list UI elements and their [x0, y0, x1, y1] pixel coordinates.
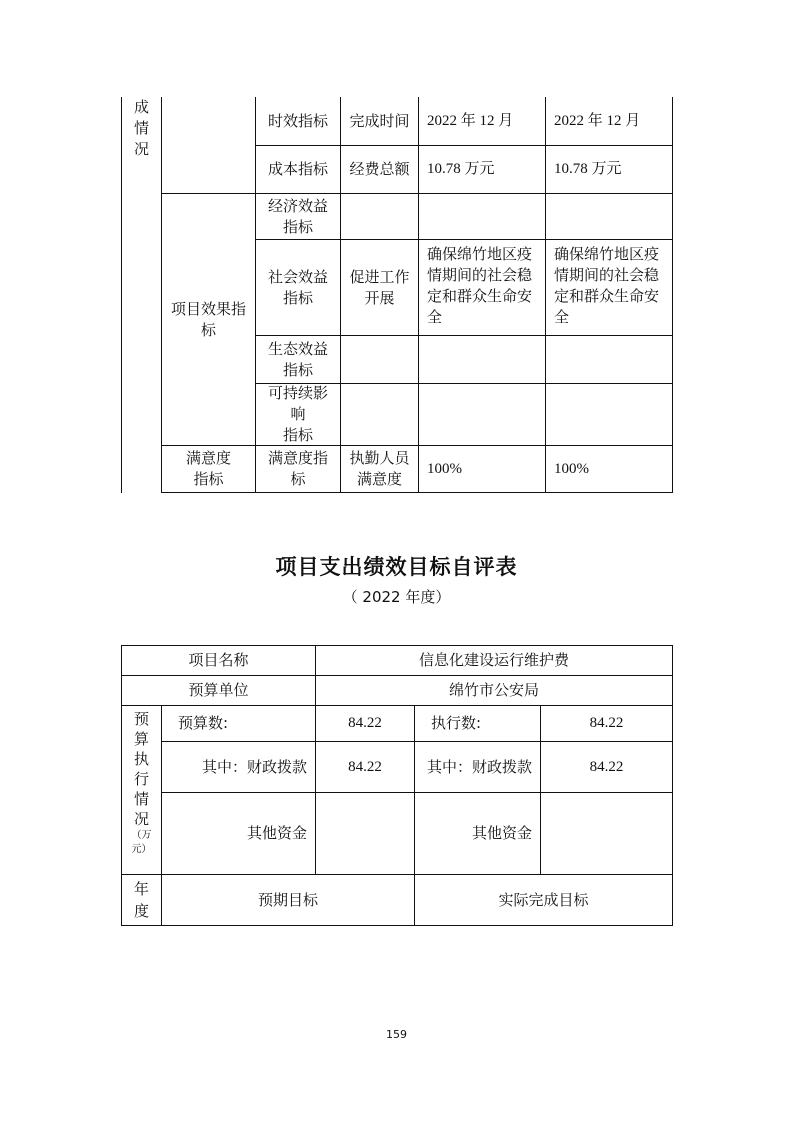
indicator-name-satisfaction: 执勤人员 满意度 — [349, 449, 410, 488]
budget-side-unit: （万 元） — [131, 830, 152, 855]
page-number: 159 — [386, 1028, 407, 1041]
sub-indicator-cost: 成本指标 — [267, 160, 328, 178]
actual-value-cost: 10.78 万元 — [554, 161, 622, 177]
indicator-name-cost: 经费总额 — [349, 160, 410, 178]
other-funds-label-left: 其他资金 — [246, 824, 307, 842]
project-name-value: 信息化建设运行维护费 — [418, 651, 569, 669]
fiscal-value-left: 84.22 — [348, 758, 382, 775]
target-value-satisfaction: 100% — [427, 460, 462, 477]
sub-indicator-time: 时效指标 — [267, 111, 328, 130]
indicator-name-time: 完成时间 — [349, 111, 410, 130]
year-label: 年 度 — [133, 880, 149, 920]
budget-unit-label: 预算单位 — [188, 681, 249, 699]
other-funds-value-right — [541, 793, 672, 874]
fiscal-label-left: 其中：财政拨款 — [201, 757, 307, 776]
form-subtitle: （ 2022 年度） — [342, 588, 451, 606]
effect-group-label: 项目效果指 标 — [170, 299, 246, 339]
actual-value-satisfaction: 100% — [554, 460, 589, 477]
target-value-social: 确保绵竹地区疫 情期间的社会稳 定和群众生命安 全 — [427, 245, 533, 326]
fiscal-value-right: 84.22 — [589, 758, 624, 775]
actual-goal-label: 实际完成目标 — [498, 890, 589, 909]
target-value-cost: 10.78 万元 — [427, 161, 495, 177]
actual-value-time: 2022 年 12 月 — [554, 112, 641, 129]
target-value-time: 2022 年 12 月 — [427, 112, 514, 129]
budget-amount-label: 预算数: — [178, 714, 229, 732]
sub-indicator-satisfaction: 满意度指 标 — [267, 449, 328, 488]
indicator-name-social: 促进工作 开展 — [349, 267, 410, 307]
other-funds-label-right: 其他资金 — [471, 824, 532, 842]
satisfaction-group-label: 满意度 指标 — [185, 449, 231, 488]
exec-amount-value: 84.22 — [589, 715, 624, 731]
sub-indicator-economic: 经济效益 指标 — [267, 196, 328, 236]
sub-indicator-sustainable: 可持续影 响 指标 — [267, 384, 328, 444]
exec-amount-label: 执行数: — [431, 714, 482, 732]
budget-amount-value: 84.22 — [348, 715, 382, 731]
budget-side-label — [122, 706, 161, 874]
expected-goal-label: 预期目标 — [257, 890, 318, 909]
form-title: 项目支出绩效目标自评表 — [275, 555, 518, 579]
project-name-label: 项目名称 — [188, 651, 249, 669]
sub-indicator-ecological: 生态效益 指标 — [267, 339, 328, 379]
actual-value-social: 确保绵竹地区疫 情期间的社会稳 定和群众生命安 全 — [554, 245, 660, 326]
fiscal-label-right: 其中：财政拨款 — [426, 757, 532, 776]
side-label: 成 情 况 — [133, 98, 149, 158]
budget-side-text: 预 算 执 行 情 况 — [133, 710, 149, 828]
sub-indicator-social: 社会效益 指标 — [267, 267, 328, 307]
other-funds-value-left — [316, 793, 414, 874]
budget-unit-value: 绵竹市公安局 — [448, 681, 539, 699]
